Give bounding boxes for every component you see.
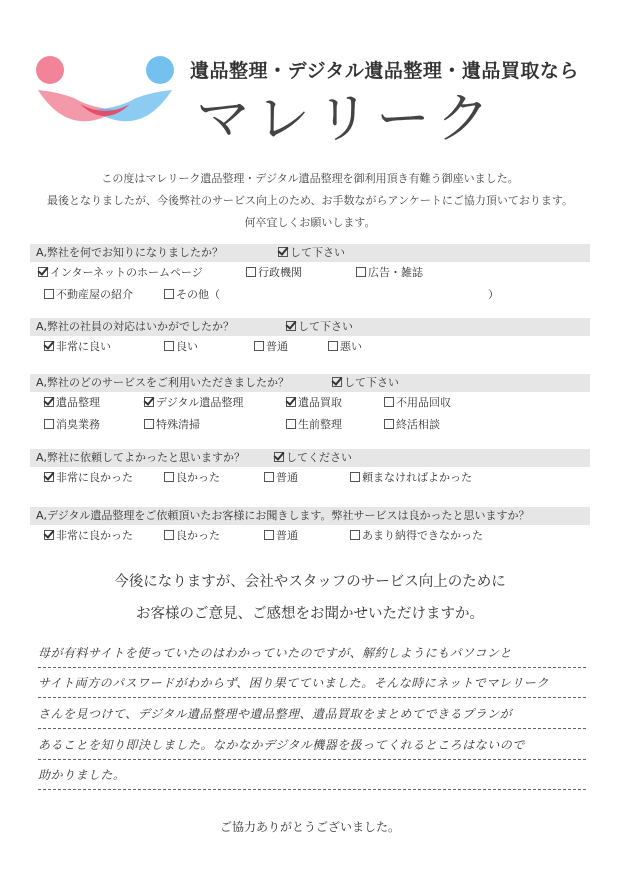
question-label: A,デジタル遺品整理をご依頼頂いたお客様にお聞きします。弊社サービスは良かったと思いますか？ — [36, 509, 530, 522]
prompt-line: お客様のご意見、ご感想をお聞かせいただけますか。 — [136, 606, 484, 622]
checkbox-icon[interactable] — [164, 472, 174, 482]
checkbox-checked-icon[interactable] — [144, 397, 154, 407]
checkbox-icon[interactable] — [44, 419, 54, 429]
options-row — [30, 262, 590, 284]
option[interactable]: 消臭業務 — [44, 414, 100, 436]
checkbox-icon — [286, 321, 296, 331]
question-source — [30, 244, 590, 306]
options-row — [30, 414, 590, 436]
option[interactable]: 不用品回収 — [384, 392, 451, 414]
checkbox-icon[interactable] — [384, 397, 394, 407]
checkbox-icon[interactable] — [350, 472, 360, 482]
option[interactable]: 悪い — [328, 336, 362, 358]
intro-text — [0, 168, 620, 234]
question-staff — [30, 318, 590, 358]
checkbox-icon[interactable] — [164, 530, 174, 540]
checkbox-icon — [332, 377, 342, 387]
question-bar — [30, 244, 590, 262]
tagline: 遺品整理・デジタル遺品整理・遺品買取なら — [190, 60, 579, 82]
question-label: A,弊社のどのサービスをご利用いただきましたか？ — [36, 376, 290, 389]
option[interactable]: その他（ — [164, 284, 220, 306]
question-note: してください — [274, 449, 352, 467]
checkbox-icon[interactable] — [44, 289, 54, 299]
comment-line: 母が有料サイトを使っていたのはわかっていたのですが、解約しようにもパソコンと — [38, 640, 586, 668]
checkbox-icon — [278, 247, 288, 257]
checkbox-checked-icon[interactable] — [44, 530, 54, 540]
checkbox-icon[interactable] — [328, 341, 338, 351]
options-row — [30, 284, 590, 306]
question-label: A,弊社に依頼してよかったと思いますか？ — [36, 451, 246, 464]
comment-line: あることを知り即決しました。なかなかデジタル機器を扱ってくれるところはないので — [38, 732, 586, 760]
checkbox-checked-icon[interactable] — [44, 341, 54, 351]
options-row — [30, 467, 590, 489]
options-row — [30, 336, 590, 358]
checkbox-icon — [274, 452, 284, 462]
option[interactable]: 非常に良い — [44, 336, 111, 358]
question-note: して下さい — [278, 244, 345, 262]
comment-line: さんを見つけて、デジタル遺品整理や遺品整理、遺品買取をまとめてできるプランが — [38, 701, 586, 729]
question-services — [30, 374, 590, 436]
question-note: して下さい — [286, 318, 353, 336]
intro-line: この度はマレリーク遺品整理・デジタル遺品整理を御利用頂き有難う御座いました。 — [101, 172, 519, 185]
intro-line: 何卒宜しくお願いします。 — [244, 216, 376, 229]
intro-line: 最後となりましたが、今後弊社のサービス向上のため、お手数ながらアンケートにご協力頂いております。 — [46, 194, 574, 207]
option[interactable]: 普通 — [264, 525, 298, 547]
options-row — [30, 392, 590, 414]
option[interactable]: 広告・雑誌 — [356, 262, 423, 284]
prompt-line: 今後になりますが、会社やスタッフのサービス向上のために — [114, 574, 506, 590]
checkbox-icon[interactable] — [384, 419, 394, 429]
marereek-logo — [30, 48, 180, 138]
option[interactable]: 普通 — [264, 467, 298, 489]
question-note: して下さい — [332, 374, 399, 392]
logo-blue-dot — [146, 56, 174, 84]
option[interactable]: あまり納得できなかった — [350, 525, 483, 547]
option[interactable]: 良い — [164, 336, 198, 358]
checkbox-icon[interactable] — [286, 419, 296, 429]
option[interactable]: 非常に良かった — [44, 525, 133, 547]
question-bar — [30, 507, 590, 525]
checkbox-checked-icon[interactable] — [44, 472, 54, 482]
checkbox-icon[interactable] — [164, 289, 174, 299]
option[interactable]: 非常に良かった — [44, 467, 133, 489]
option[interactable]: 特殊清掃 — [144, 414, 200, 436]
thanks-message: ご協力ありがとうございました。 — [219, 820, 400, 834]
option[interactable]: 良かった — [164, 467, 220, 489]
question-bar — [30, 374, 590, 392]
option[interactable]: インターネットのホームページ — [38, 262, 203, 284]
checkbox-checked-icon[interactable] — [44, 397, 54, 407]
option[interactable]: 生前整理 — [286, 414, 342, 436]
checkbox-icon[interactable] — [254, 341, 264, 351]
checkbox-icon[interactable] — [264, 530, 274, 540]
question-bar — [30, 318, 590, 336]
options-row — [30, 525, 590, 547]
checkbox-icon[interactable] — [164, 341, 174, 351]
other-close-paren: ） — [488, 288, 499, 301]
question-label: A,弊社を何でお知りになりましたか？ — [36, 246, 224, 259]
checkbox-checked-icon[interactable] — [286, 397, 296, 407]
option[interactable]: 普通 — [254, 336, 288, 358]
checkbox-icon[interactable] — [246, 267, 256, 277]
option[interactable]: 良かった — [164, 525, 220, 547]
checkbox-icon[interactable] — [264, 472, 274, 482]
question-digital — [30, 507, 590, 547]
option[interactable]: 終活相談 — [384, 414, 440, 436]
brand-name: マレリーク — [196, 87, 496, 150]
option[interactable]: 遺品整理 — [44, 392, 100, 414]
question-label: A,弊社の社員の対応はいかがでしたか？ — [36, 320, 235, 333]
option[interactable]: 行政機関 — [246, 262, 302, 284]
checkbox-icon[interactable] — [144, 419, 154, 429]
option[interactable]: 遺品買取 — [286, 392, 342, 414]
option[interactable]: 頼まなければよかった — [350, 467, 472, 489]
checkbox-checked-icon[interactable] — [38, 267, 48, 277]
comment-line: 助かりました。 — [38, 762, 586, 790]
comment-line: サイト両方のパスワードがわからず、困り果てていました。そんな時にネットでマレリーク — [38, 670, 586, 698]
checkbox-icon[interactable] — [350, 530, 360, 540]
question-satisfaction — [30, 449, 590, 489]
option[interactable]: 不動産屋の紹介 — [44, 284, 133, 306]
option[interactable]: デジタル遺品整理 — [144, 392, 243, 414]
question-bar — [30, 449, 590, 467]
logo-pink-dot — [36, 56, 64, 84]
checkbox-icon[interactable] — [356, 267, 366, 277]
